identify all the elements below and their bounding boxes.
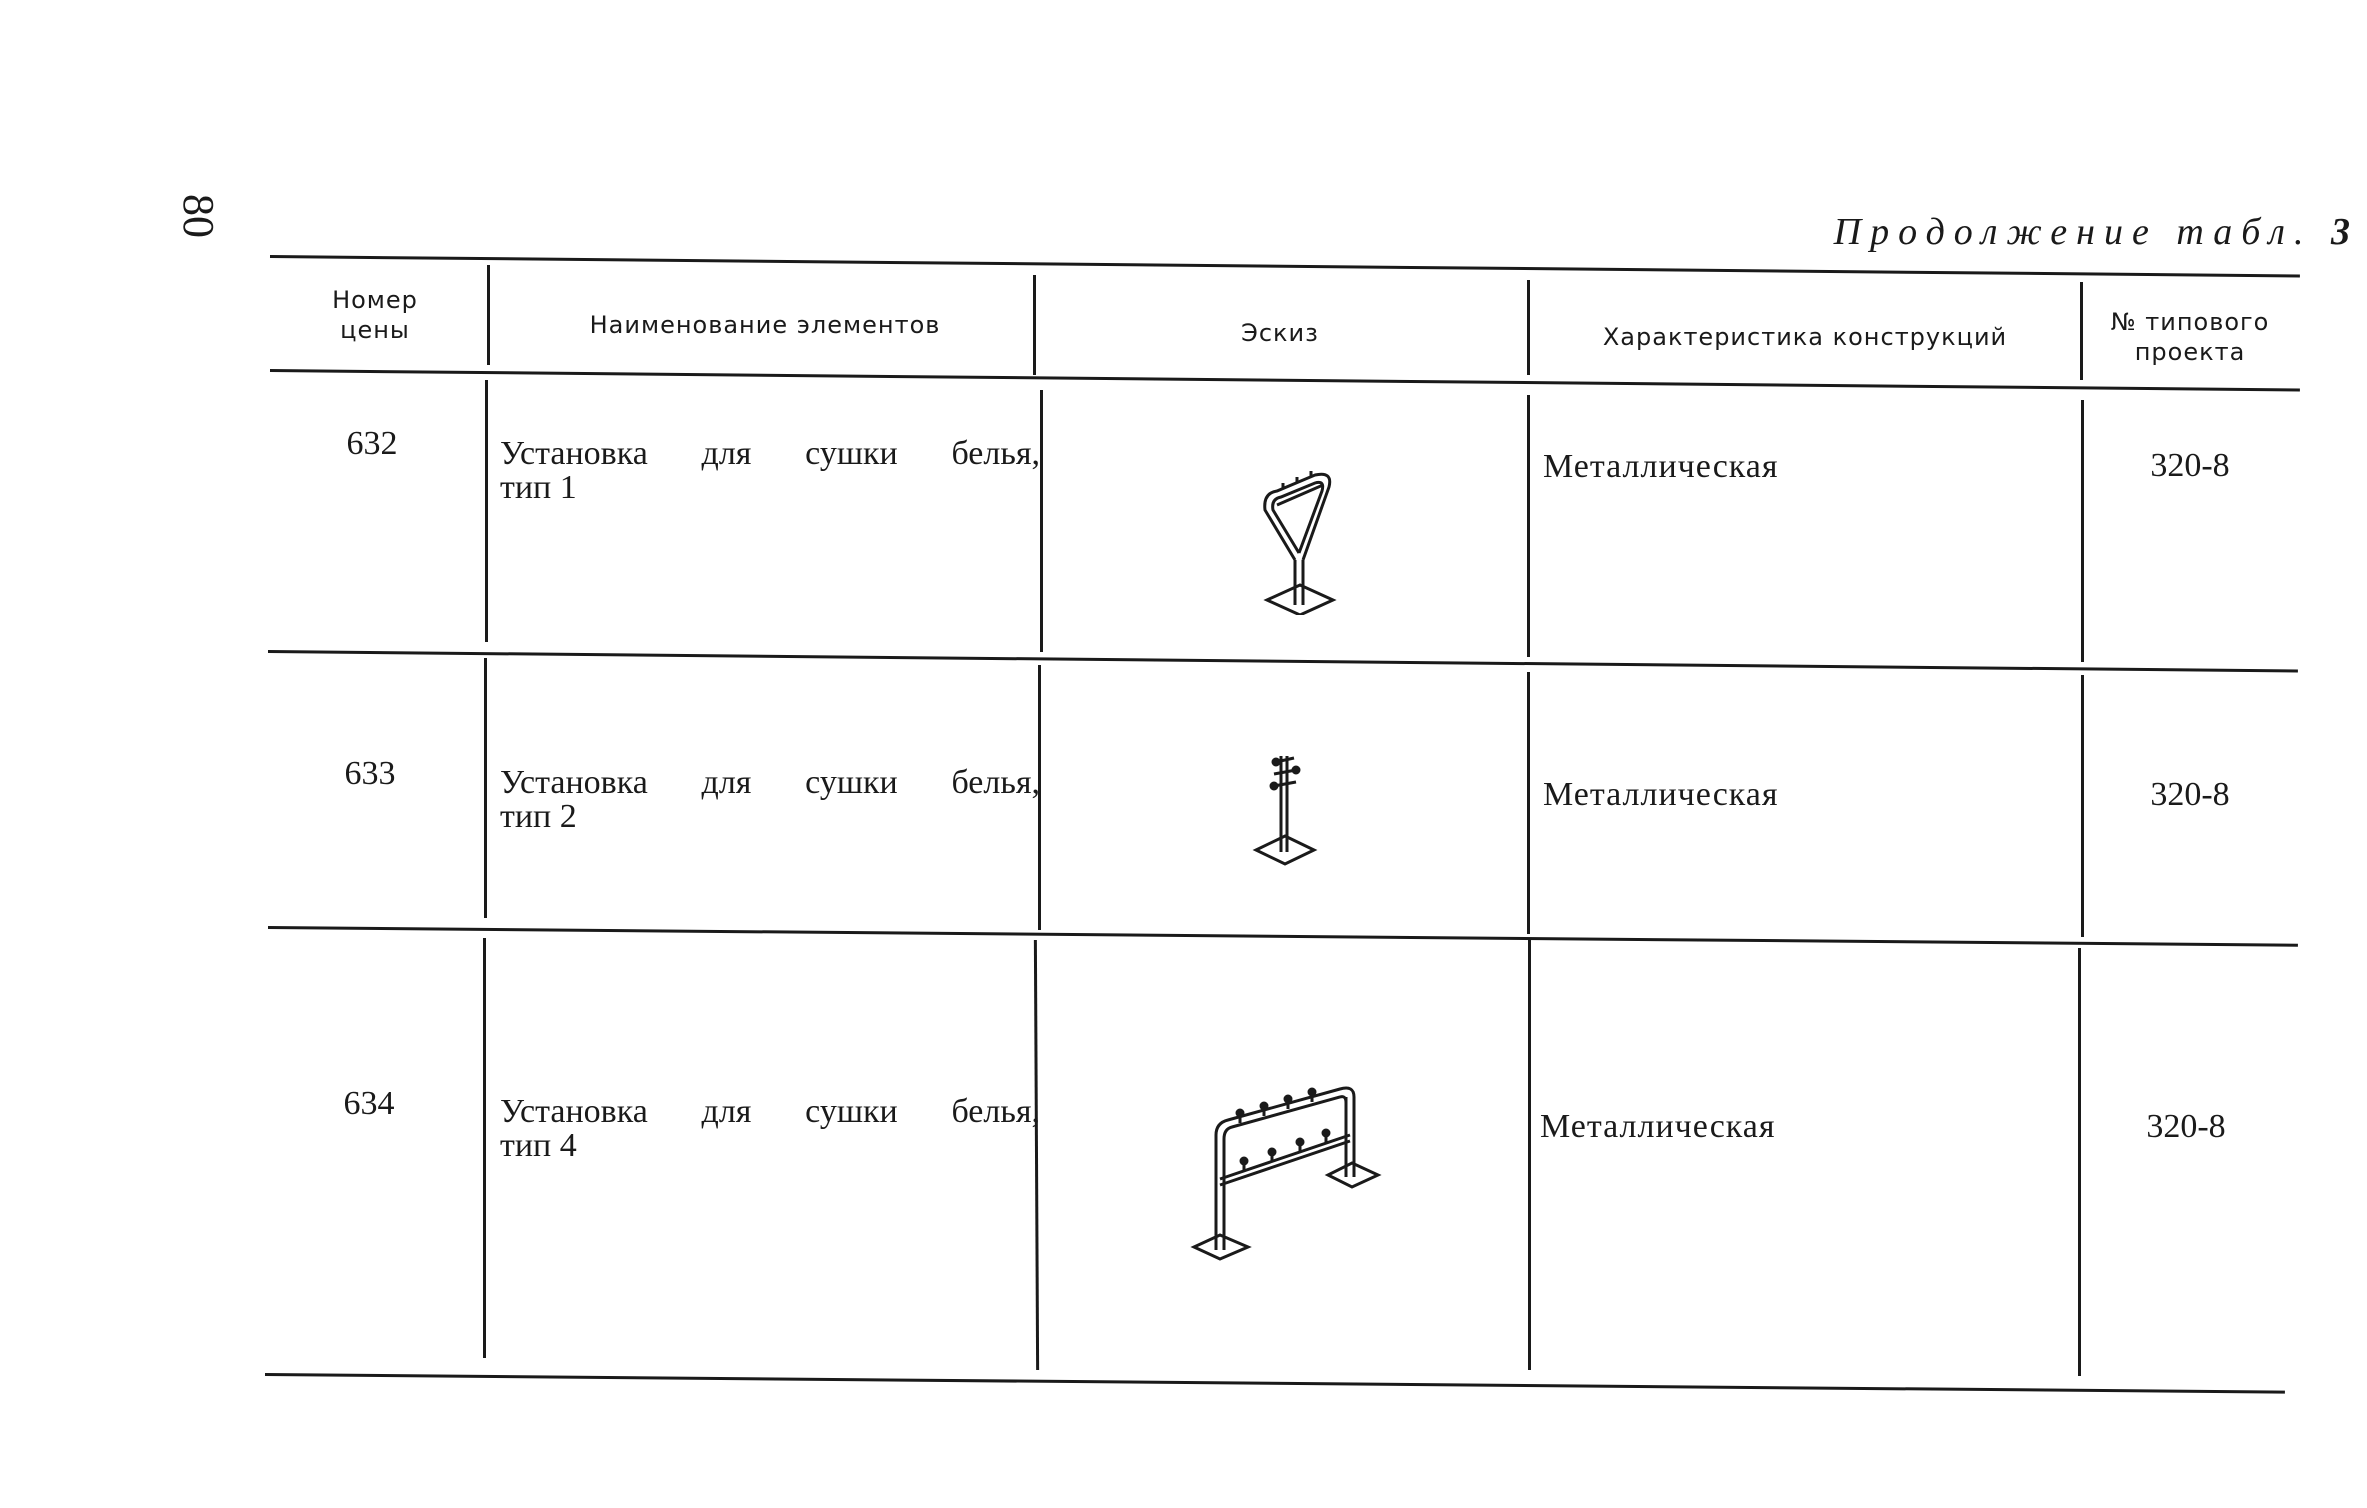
row1-divider-2: [1040, 390, 1043, 652]
element-name-line2: тип 1: [500, 469, 577, 506]
row2-divider-4: [2081, 675, 2084, 937]
table-caption: [1780, 210, 2350, 254]
header-divider-1: [487, 265, 490, 365]
row3-divider-1: [483, 938, 486, 1358]
price-number-cell: 633: [344, 755, 396, 792]
row2-divider-1: [484, 658, 487, 918]
row1-divider-3: [1527, 395, 1530, 657]
project-cell: 320-8: [2150, 447, 2230, 484]
row1-divider-4: [2081, 400, 2084, 662]
header-construction: Характеристика конструкций: [1602, 323, 2008, 351]
element-name-line1: Установка для сушки белья,: [500, 764, 1040, 801]
rule-header-bottom: [270, 369, 2300, 391]
row3-divider-4: [2078, 948, 2081, 1376]
rule-bottom: [265, 1373, 2285, 1394]
caption-table-number: 3: [2331, 211, 2350, 253]
header-sketch: Эскиз: [1241, 319, 1319, 347]
construction-cell: Металлическая: [1540, 1108, 1776, 1145]
construction-cell: Металлическая: [1543, 448, 1779, 485]
header-element-name: Наименование элементов: [589, 311, 941, 339]
caption-text: Продолжение табл.: [1833, 211, 2313, 253]
construction-cell: Металлическая: [1543, 776, 1779, 813]
rule-top: [270, 255, 2300, 277]
element-name-line2: тип 2: [500, 798, 577, 835]
rule-row2-bottom: [268, 926, 2298, 947]
page-number: 80: [174, 194, 223, 238]
price-number-cell: 634: [343, 1085, 395, 1122]
element-name-line2: тип 4: [500, 1127, 577, 1164]
row3-divider-3: [1528, 940, 1531, 1370]
element-name-cell: [500, 437, 1040, 505]
header-divider-2: [1033, 275, 1036, 375]
project-cell: 320-8: [2150, 776, 2230, 813]
row2-divider-3: [1527, 672, 1530, 934]
price-number-cell: 632: [346, 425, 398, 462]
header-price-number: Номер цены: [332, 286, 418, 344]
element-name-cell: [500, 1095, 1040, 1163]
drying-rack-type1-icon: [1255, 465, 1345, 615]
rule-row1-bottom: [268, 650, 2298, 672]
project-cell: 320-8: [2146, 1108, 2226, 1145]
drying-rack-type4-icon: [1190, 1075, 1390, 1270]
header-project: № типового проекта: [2110, 308, 2270, 366]
row1-divider-1: [485, 380, 488, 642]
element-name-line1: Установка для сушки белья,: [500, 435, 1040, 472]
drying-rack-type2-icon: [1250, 748, 1320, 868]
header-divider-4: [2080, 282, 2083, 380]
element-name-line1: Установка для сушки белья,: [500, 1093, 1040, 1130]
header-divider-3: [1527, 280, 1530, 375]
element-name-cell: [500, 766, 1040, 834]
